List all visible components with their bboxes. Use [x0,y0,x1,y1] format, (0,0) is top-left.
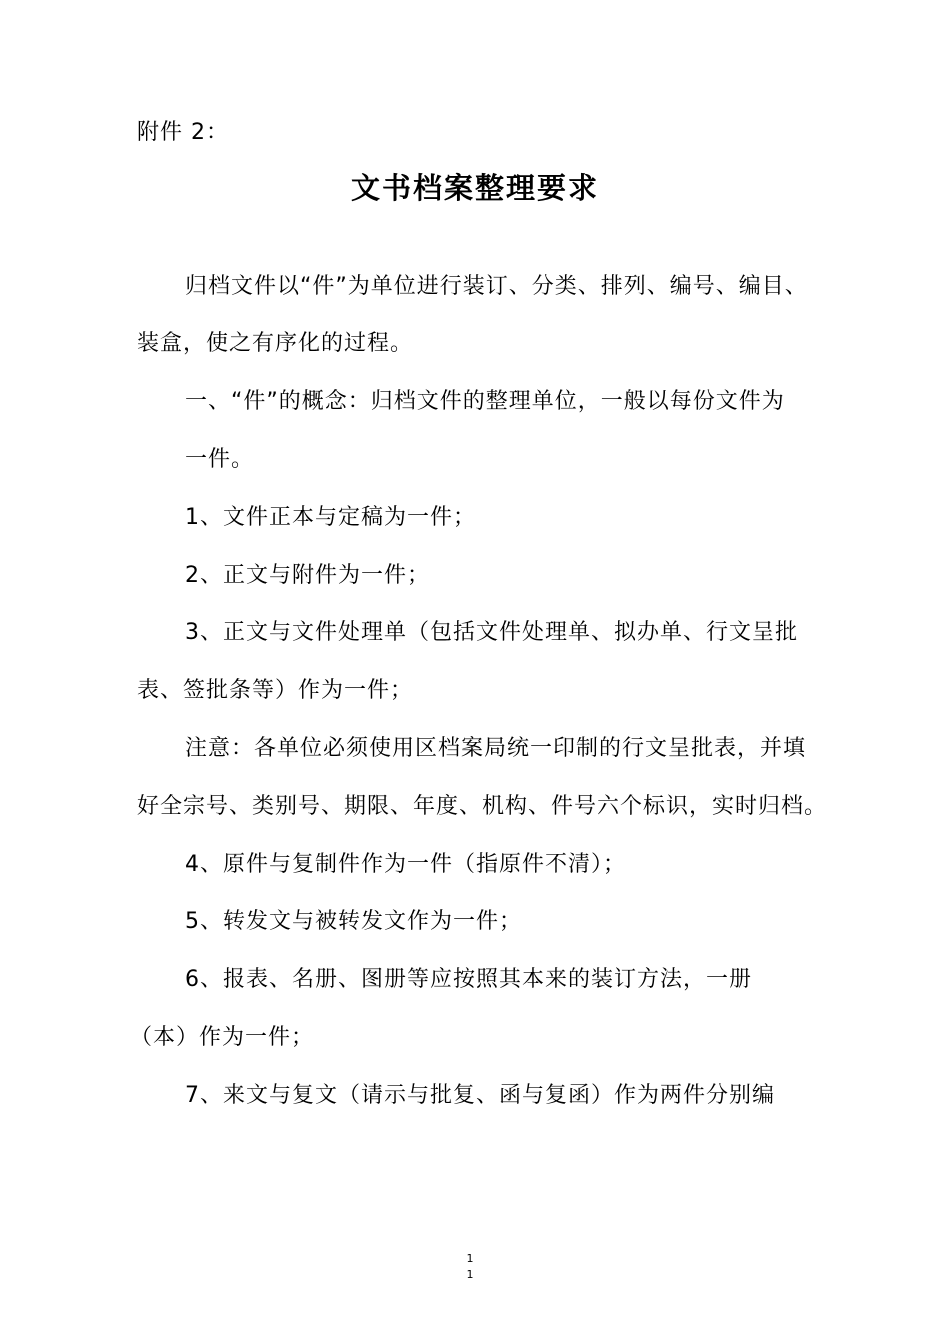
body-line: 好全宗号、类别号、期限、年度、机构、件号六个标识，实时归档。 [137,794,828,819]
body-line: 一件。 [185,447,255,472]
body-line: （本）作为一件； [130,1025,315,1050]
body-line: 2、正文与附件为一件； [185,563,430,588]
body-line: 一、“件”的概念：归档文件的整理单位，一般以每份文件为 [185,389,785,414]
body-line: 4、原件与复制件作为一件（指原件不清）； [185,852,626,877]
body-line: 归档文件以“件”为单位进行装订、分类、排列、编号、编目、 [185,274,808,299]
body-line: 5、转发文与被转发文作为一件； [185,909,522,934]
page-number: 1 [466,1268,474,1281]
body-line: 装盒，使之有序化的过程。 [137,331,414,356]
attachment-label: 附件 2： [137,120,229,145]
body-line: 表、签批条等）作为一件； [137,678,414,703]
page-number: 1 [466,1252,474,1265]
body-line: 3、正文与文件处理单（包括文件处理单、拟办单、行文呈批 [185,620,798,645]
body-line: 1、文件正本与定稿为一件； [185,505,476,530]
body-line: 注意：各单位必须使用区档案局统一印制的行文呈批表，并填 [185,736,807,761]
body-line: 6、报表、名册、图册等应按照其本来的装订方法，一册 [185,967,752,992]
document-title: 文书档案整理要求 [350,171,599,205]
body-line: 7、来文与复文（请示与批复、函与复函）作为两件分别编 [185,1083,775,1108]
